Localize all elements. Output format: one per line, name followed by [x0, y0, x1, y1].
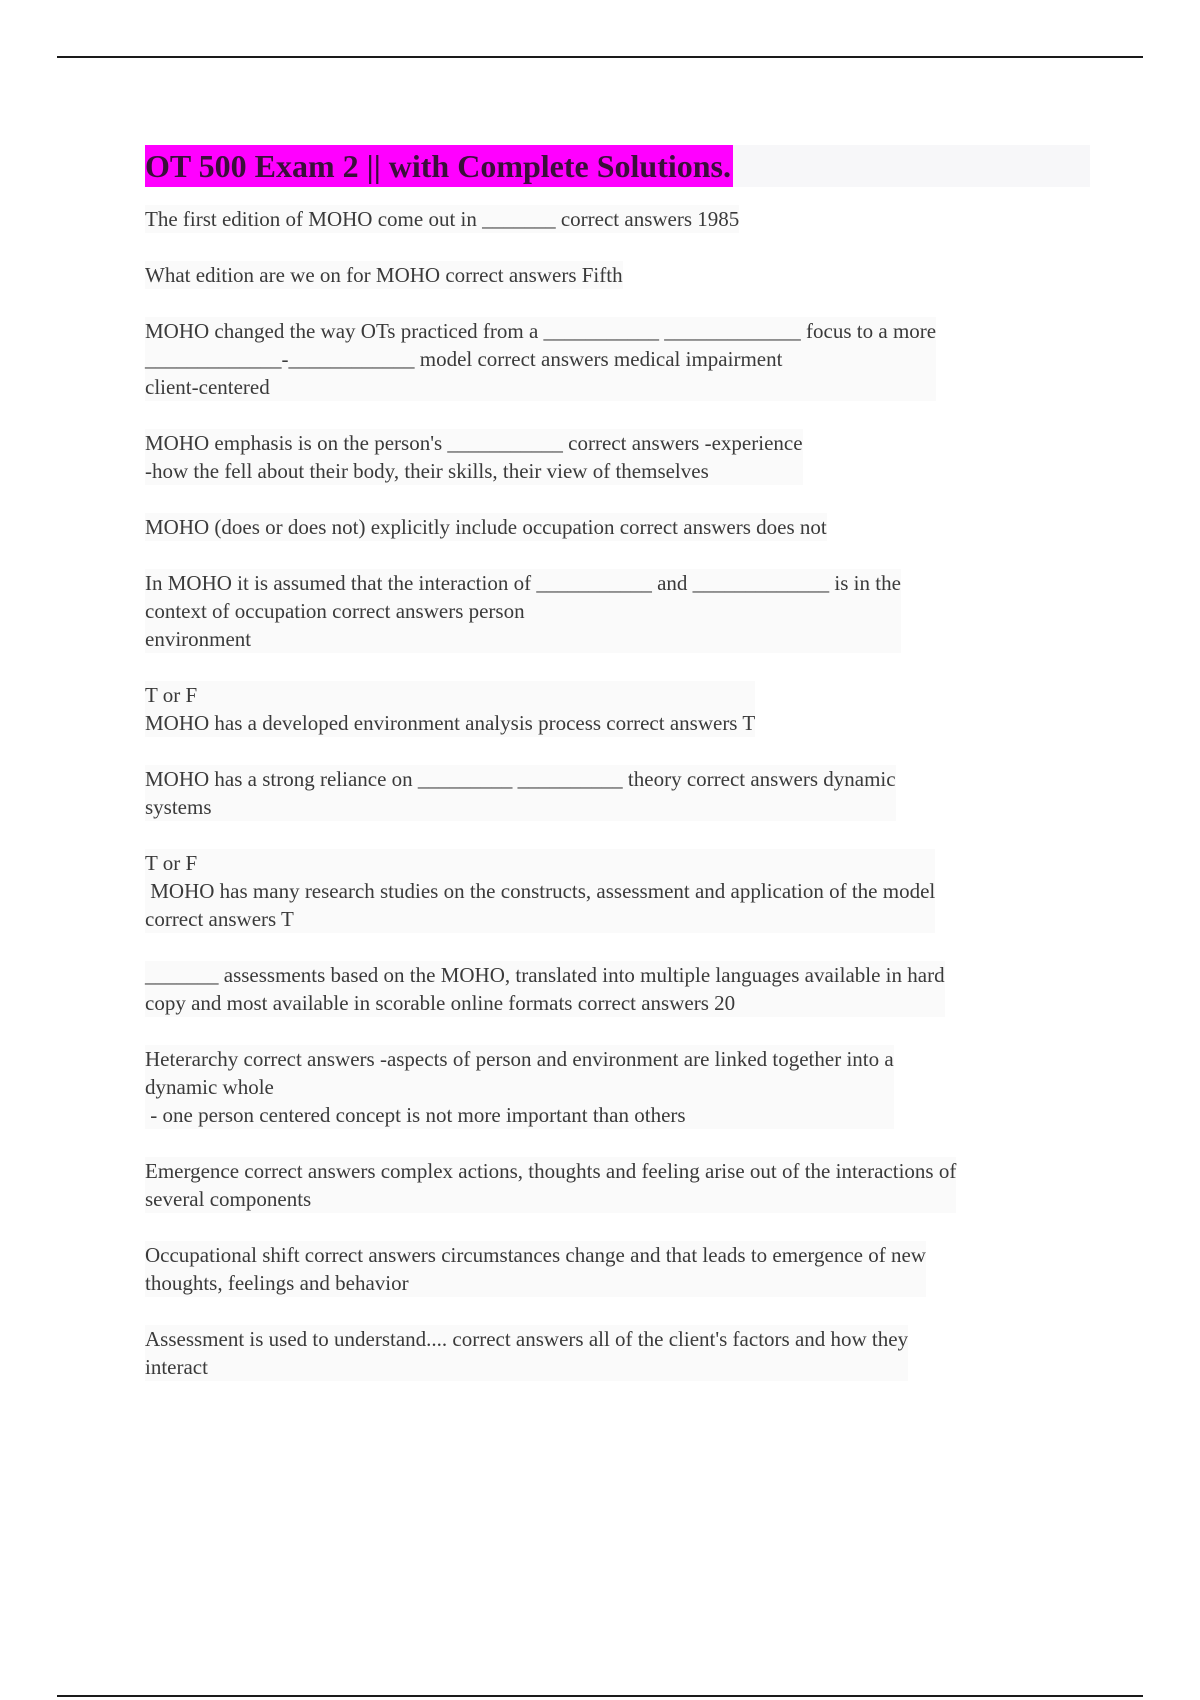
qa-item-9: T or F MOHO has many research studies on the constructs, assessment and application of the model correct answers T [145, 851, 936, 931]
title-band [145, 145, 1090, 187]
qa-item-11: Heterarchy correct answers -aspects of person and environment are linked together into a dynamic whole - one person centered concept is not more important than others [145, 1047, 894, 1127]
qa-item-13: Occupational shift correct answers circumstances change and that leads to emergence of new thoughts, feelings and behavior [145, 1243, 926, 1295]
qa-item-12: Emergence correct answers complex actions, thoughts and feeling arise out of the interactions of several components [145, 1159, 957, 1211]
qa-item-2: What edition are we on for MOHO correct answers Fifth [145, 263, 623, 287]
qa-item-1: The first edition of MOHO come out in _______ correct answers 1985 [145, 207, 740, 231]
document-title: OT 500 Exam 2 || with Complete Solutions. [145, 145, 733, 187]
qa-item-8: MOHO has a strong reliance on _________ __________ theory correct answers dynamic systems [145, 767, 896, 819]
top-rule [57, 56, 1143, 58]
bottom-rule [57, 1695, 1143, 1697]
qa-item-6: In MOHO it is assumed that the interaction of ___________ and _____________ is in the context of occupation correct answers person environment [145, 571, 901, 651]
qa-item-7: T or F MOHO has a developed environment analysis process correct answers T [145, 683, 756, 735]
document-body [145, 145, 1090, 1409]
qa-item-3: MOHO changed the way OTs practiced from a ___________ _____________ focus to a more _____________-____________ model correct answers medical impairment client-centered [145, 319, 937, 399]
qa-item-5: MOHO (does or does not) explicitly include occupation correct answers does not [145, 515, 827, 539]
qa-item-4: MOHO emphasis is on the person's ___________ correct answers -experience -how the fell about their body, their skills, their view of themselves [145, 431, 803, 483]
qa-item-14: Assessment is used to understand.... correct answers all of the client's factors and how they interact [145, 1327, 909, 1379]
qa-item-10: _______ assessments based on the MOHO, translated into multiple languages available in hard copy and most available in scorable online formats correct answers 20 [145, 963, 945, 1015]
